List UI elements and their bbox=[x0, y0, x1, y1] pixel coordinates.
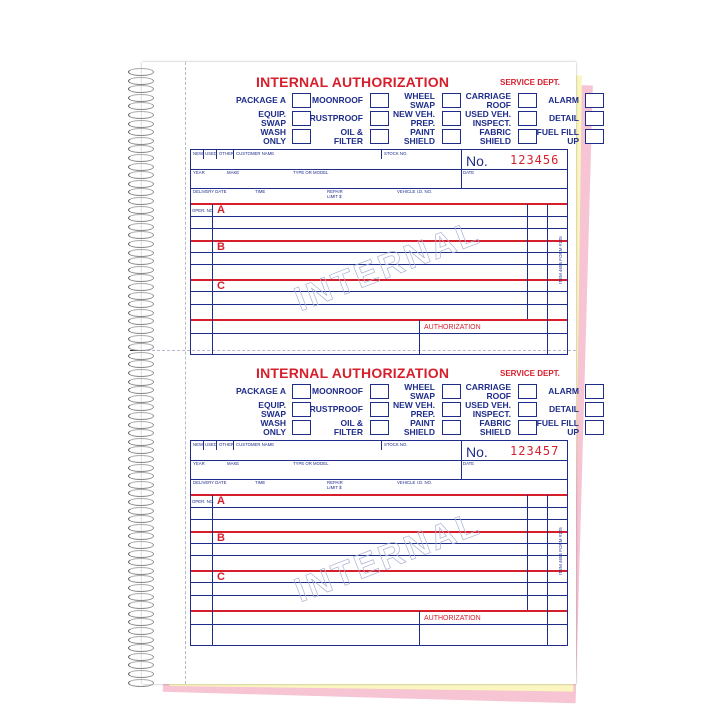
binding-ring bbox=[128, 102, 154, 110]
binding-ring bbox=[128, 111, 154, 119]
delivery-date-label: DELIVERY DATE bbox=[193, 189, 227, 194]
binding-ring bbox=[128, 524, 154, 532]
time-label: TIME bbox=[255, 189, 266, 194]
customer-name-label: CUSTOMER NAME bbox=[236, 151, 275, 156]
binding-ring bbox=[128, 317, 154, 325]
option-label: PACKAGE A bbox=[235, 95, 286, 105]
year-label: YEAR bbox=[193, 461, 205, 466]
binding-ring bbox=[128, 661, 154, 669]
type-model-label: TYPE OR MODEL bbox=[293, 461, 329, 466]
oper-no-label: OPER. NO. bbox=[192, 499, 215, 504]
service-dept-label: SERVICE DEPT. bbox=[500, 369, 560, 378]
binding-ring bbox=[128, 206, 154, 214]
binding-ring bbox=[128, 154, 154, 162]
binding-ring bbox=[128, 163, 154, 171]
binding-ring bbox=[128, 386, 154, 394]
delivery-date-label: DELIVERY DATE bbox=[193, 480, 227, 485]
binding-ring bbox=[128, 446, 154, 454]
binding-ring bbox=[128, 188, 154, 196]
new-label: NEW bbox=[193, 442, 204, 447]
binding-ring bbox=[128, 335, 154, 343]
binding-ring bbox=[128, 498, 154, 506]
binding-ring bbox=[128, 653, 154, 661]
binding-ring bbox=[128, 679, 154, 687]
binding-ring bbox=[128, 558, 154, 566]
stock-no-label: STOCK NO. bbox=[384, 151, 408, 156]
service-dept-label: SERVICE DEPT. bbox=[500, 78, 560, 87]
option-label: CARRIAGE ROOF bbox=[465, 91, 511, 110]
binding-ring bbox=[128, 223, 154, 231]
new-label: NEW bbox=[193, 151, 204, 156]
binding-ring bbox=[128, 636, 154, 644]
binding-ring bbox=[128, 507, 154, 515]
item-form-number: ITEM 4655 FORM #125 bbox=[558, 236, 563, 284]
binding-ring bbox=[128, 274, 154, 282]
option-checkbox[interactable] bbox=[585, 420, 604, 435]
option-checkbox[interactable] bbox=[585, 111, 604, 126]
section-b-label: B bbox=[217, 532, 225, 544]
option-label: PAINT SHIELD bbox=[403, 418, 435, 437]
option-label: DETAIL bbox=[548, 404, 579, 414]
option-label: WHEEL SWAP bbox=[404, 91, 435, 110]
form-title: INTERNAL AUTHORIZATION bbox=[256, 74, 450, 90]
option-label: MOONROOF bbox=[312, 95, 363, 105]
option-label: PACKAGE A bbox=[235, 386, 286, 396]
binding-ring bbox=[128, 145, 154, 153]
binding-ring bbox=[128, 412, 154, 420]
option-label: WASH ONLY bbox=[260, 127, 286, 146]
binding-ring bbox=[128, 421, 154, 429]
option-label: ALARM bbox=[548, 386, 579, 396]
make-label: MAKE bbox=[227, 461, 240, 466]
binding-ring bbox=[128, 292, 154, 300]
time-label: TIME bbox=[255, 480, 266, 485]
option-checkbox[interactable] bbox=[585, 93, 604, 108]
type-model-label: TYPE OR MODEL bbox=[293, 170, 329, 175]
binding-ring bbox=[128, 627, 154, 635]
form-number: 123457 bbox=[510, 444, 560, 458]
binding-ring bbox=[128, 85, 154, 93]
option-label: FABRIC SHIELD bbox=[479, 127, 511, 146]
internal-watermark: INTERNAL bbox=[289, 504, 487, 610]
binding-ring bbox=[128, 120, 154, 128]
year-label: YEAR bbox=[193, 170, 205, 175]
option-label: NEW VEH. PREP. bbox=[392, 400, 435, 419]
binding-ring bbox=[128, 360, 154, 368]
authorization-form-book bbox=[142, 62, 579, 684]
binding-ring bbox=[128, 283, 154, 291]
option-label: FUEL FILL UP bbox=[536, 127, 579, 146]
binding-ring bbox=[128, 670, 154, 678]
binding-ring bbox=[128, 481, 154, 489]
binding-ring bbox=[128, 567, 154, 575]
date-label: DATE bbox=[463, 170, 475, 175]
option-label: EQUIP. SWAP bbox=[258, 400, 286, 419]
option-label: DETAIL bbox=[548, 113, 579, 123]
binding-ring bbox=[128, 464, 154, 472]
option-label: USED VEH. INSPECT. bbox=[465, 109, 511, 128]
binding-ring bbox=[128, 249, 154, 257]
section-a-label: A bbox=[217, 204, 225, 216]
option-label: USED VEH. INSPECT. bbox=[465, 400, 511, 419]
binding-ring bbox=[128, 395, 154, 403]
option-label: WHEEL SWAP bbox=[404, 382, 435, 401]
binding-ring bbox=[128, 137, 154, 145]
option-label: FABRIC SHIELD bbox=[479, 418, 511, 437]
section-b-label: B bbox=[217, 241, 225, 253]
authorization-label: AUTHORIZATION bbox=[424, 615, 481, 622]
binding-ring bbox=[128, 171, 154, 179]
binding-ring bbox=[128, 601, 154, 609]
section-c-label: C bbox=[217, 571, 225, 583]
authorization-form-2 bbox=[190, 360, 579, 644]
binding-ring bbox=[128, 240, 154, 248]
binding-ring bbox=[128, 644, 154, 652]
binding-ring bbox=[128, 68, 154, 76]
option-label: NEW VEH. PREP. bbox=[392, 109, 435, 128]
binding-ring bbox=[128, 197, 154, 205]
binding-ring bbox=[128, 128, 154, 136]
binding-ring bbox=[128, 378, 154, 386]
option-label: WASH ONLY bbox=[260, 418, 286, 437]
binding-ring bbox=[128, 403, 154, 411]
option-label: RUSTPROOF bbox=[309, 113, 363, 123]
oper-no-label: OPER. NO. bbox=[192, 208, 215, 213]
binding-ring bbox=[128, 231, 154, 239]
option-label: MOONROOF bbox=[312, 386, 363, 396]
authorization-form-1 bbox=[190, 69, 579, 353]
number-label: No. bbox=[466, 153, 488, 169]
option-label: OIL & FILTER bbox=[333, 418, 363, 437]
option-checkbox[interactable] bbox=[585, 384, 604, 399]
perforation-line-vertical bbox=[185, 62, 186, 684]
option-label: FUEL FILL UP bbox=[536, 418, 579, 437]
option-label: PAINT SHIELD bbox=[403, 127, 435, 146]
option-label: ALARM bbox=[548, 95, 579, 105]
used-label: USED bbox=[205, 151, 217, 156]
binding-ring bbox=[128, 326, 154, 334]
internal-watermark: INTERNAL bbox=[289, 213, 487, 319]
binding-ring bbox=[128, 180, 154, 188]
option-label: OIL & FILTER bbox=[333, 127, 363, 146]
binding-ring bbox=[128, 438, 154, 446]
binding-ring bbox=[128, 541, 154, 549]
other-label: OTHER bbox=[219, 442, 235, 447]
authorization-label: AUTHORIZATION bbox=[424, 324, 481, 331]
binding-ring bbox=[128, 94, 154, 102]
option-label: EQUIP. SWAP bbox=[258, 109, 286, 128]
binding-ring bbox=[128, 593, 154, 601]
option-label: RUSTPROOF bbox=[309, 404, 363, 414]
binding-ring bbox=[128, 575, 154, 583]
vehicle-id-label: VEHICLE I.D. NO. bbox=[397, 189, 433, 194]
binding-ring bbox=[128, 429, 154, 437]
binding-ring bbox=[128, 77, 154, 85]
binding-ring bbox=[128, 515, 154, 523]
section-c-label: C bbox=[217, 280, 225, 292]
used-label: USED bbox=[205, 442, 217, 447]
binding-ring bbox=[128, 532, 154, 540]
repair-limit-label: REPAIR LIMIT $ bbox=[327, 480, 343, 490]
form-number: 123456 bbox=[510, 153, 560, 167]
section-a-label: A bbox=[217, 495, 225, 507]
option-checkbox[interactable] bbox=[585, 402, 604, 417]
binding-ring bbox=[128, 266, 154, 274]
binding-ring bbox=[128, 550, 154, 558]
binding-ring bbox=[128, 455, 154, 463]
option-checkbox[interactable] bbox=[585, 129, 604, 144]
number-label: No. bbox=[466, 444, 488, 460]
date-label: DATE bbox=[463, 461, 475, 466]
other-label: OTHER bbox=[219, 151, 235, 156]
form-title: INTERNAL AUTHORIZATION bbox=[256, 365, 450, 381]
binding-ring bbox=[128, 352, 154, 360]
stock-no-label: STOCK NO. bbox=[384, 442, 408, 447]
vehicle-id-label: VEHICLE I.D. NO. bbox=[397, 480, 433, 485]
binding-ring bbox=[128, 257, 154, 265]
binding-ring bbox=[128, 472, 154, 480]
binding-ring bbox=[128, 214, 154, 222]
binding-ring bbox=[128, 584, 154, 592]
item-form-number: ITEM 4655 FORM #125 bbox=[558, 527, 563, 575]
binding-ring bbox=[128, 489, 154, 497]
binding-ring bbox=[128, 618, 154, 626]
option-label: CARRIAGE ROOF bbox=[465, 382, 511, 401]
make-label: MAKE bbox=[227, 170, 240, 175]
binding-ring bbox=[128, 309, 154, 317]
binding-ring bbox=[128, 369, 154, 377]
binding-ring bbox=[128, 610, 154, 618]
binding-ring bbox=[128, 300, 154, 308]
repair-limit-label: REPAIR LIMIT $ bbox=[327, 189, 343, 199]
customer-name-label: CUSTOMER NAME bbox=[236, 442, 275, 447]
